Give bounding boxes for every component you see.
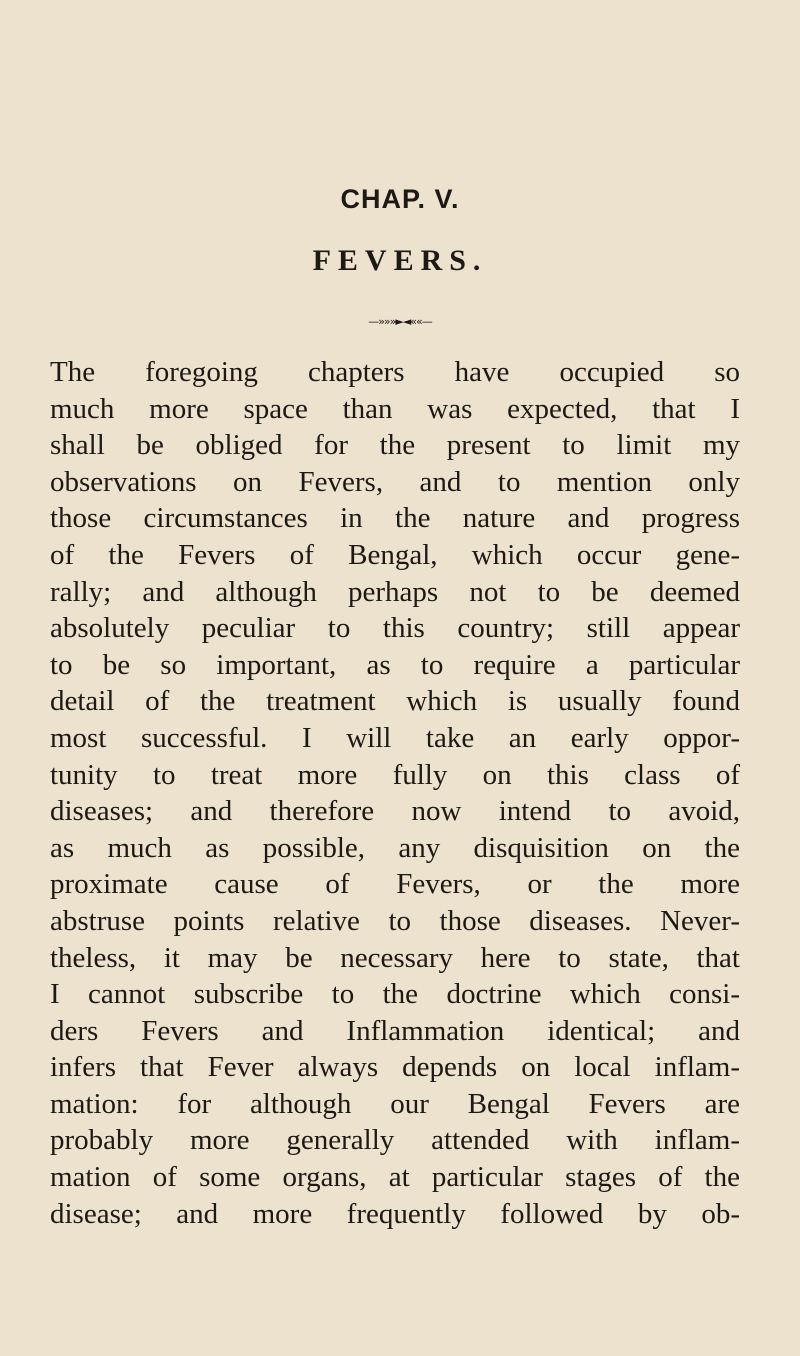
text-line: theless, it may be necessary here to state, that: [50, 941, 740, 974]
text-line: much more space than was expected, that I: [50, 392, 740, 425]
text-line: mation of some organs, at particular stages of the: [50, 1161, 740, 1194]
ornament-divider: —»»»►◄««—: [368, 315, 432, 328]
text-line: absolutely peculiar to this country; still appear: [50, 612, 740, 645]
text-line: abstruse points relative to those diseases. Never-: [50, 904, 740, 937]
text-line: ders Fevers and Inflammation identical; and: [50, 1014, 740, 1047]
text-line: infers that Fever always depends on local inflam-: [50, 1051, 740, 1084]
text-line: disease; and more frequently followed by ob-: [50, 1197, 740, 1230]
text-line: probably more generally attended with inflam-: [50, 1124, 740, 1157]
text-line: detail of the treatment which is usually found: [50, 685, 740, 718]
text-line: observations on Fevers, and to mention only: [50, 465, 740, 498]
text-line: rally; and although perhaps not to be deemed: [50, 575, 740, 608]
text-line: most successful. I will take an early oppor-: [50, 721, 740, 754]
text-line: as much as possible, any disquisition on the: [50, 831, 740, 864]
text-line: shall be obliged for the present to limit my: [50, 429, 740, 462]
text-line: tunity to treat more fully on this class of: [50, 758, 740, 791]
text-line: proximate cause of Fevers, or the more: [50, 868, 740, 901]
text-line: of the Fevers of Bengal, which occur gene-: [50, 538, 740, 571]
chapter-heading: CHAP. V.: [340, 184, 460, 214]
text-line: diseases; and therefore now intend to avoid,: [50, 795, 740, 828]
text-line: I cannot subscribe to the doctrine which consi-: [50, 978, 740, 1011]
text-line: mation: for although our Bengal Fevers are: [50, 1087, 740, 1120]
text-line: those circumstances in the nature and progress: [50, 502, 740, 535]
chapter-title: FEVERS.: [312, 244, 488, 277]
text-line: to be so important, as to require a particular: [50, 648, 740, 681]
body-paragraph: [50, 354, 740, 1232]
text-line: The foregoing chapters have occupied so: [50, 356, 740, 388]
